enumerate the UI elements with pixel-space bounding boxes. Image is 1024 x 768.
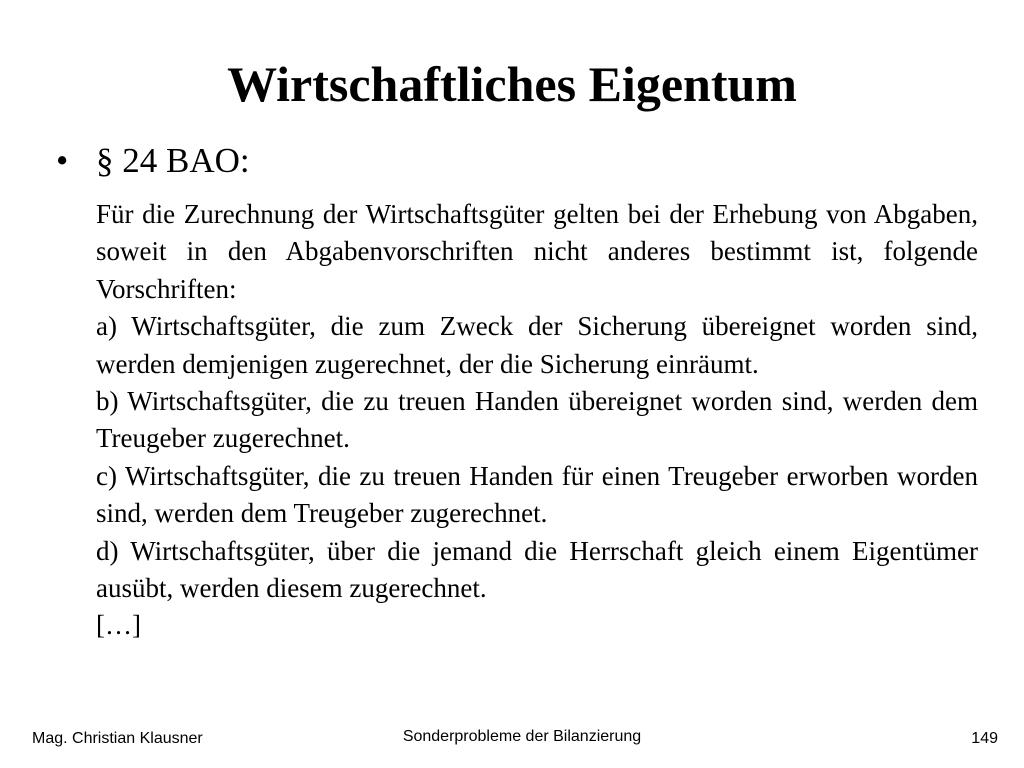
footer-course-title: Sonderprobleme der Bilanzierung	[402, 728, 642, 745]
slide-title: Wirtschaftliches Eigentum	[227, 56, 797, 112]
law-text	[96, 196, 978, 645]
footer-page-number: 149	[971, 730, 998, 747]
clause-a: a) Wirtschaftsgüter, die zum Zweck der Sicherung übereignet worden sind, werden demjenigen zugerechnet, der die Sicherung einräumt.	[96, 311, 978, 379]
bullet-icon: •	[56, 141, 69, 180]
footer-author: Mag. Christian Klausner	[32, 730, 203, 747]
clause-b: b) Wirtschaftsgüter, die zu treuen Handen übereignet worden sind, werden dem Treugeber zugerechnet.	[96, 386, 978, 454]
intro-paragraph: Für die Zurechnung der Wirtschaftsgüter gelten bei der Erhebung von Abgaben, soweit in den Abgabenvorschriften nicht anderes bestimmt ist, folgende Vorschriften:	[96, 199, 978, 304]
clause-c: c) Wirtschaftsgüter, die zu treuen Handen für einen Treugeber erworben worden sind, werden dem Treugeber zugerechnet.	[96, 460, 978, 529]
bullet-item	[56, 138, 250, 184]
ellipsis-marker: […]	[96, 610, 141, 641]
clause-d: d) Wirtschaftsgüter, über die jemand die Herrschaft gleich einem Eigentümer ausübt, werden diesem zugerechnet.	[96, 535, 978, 604]
bullet-heading: § 24 BAO:	[96, 141, 250, 180]
